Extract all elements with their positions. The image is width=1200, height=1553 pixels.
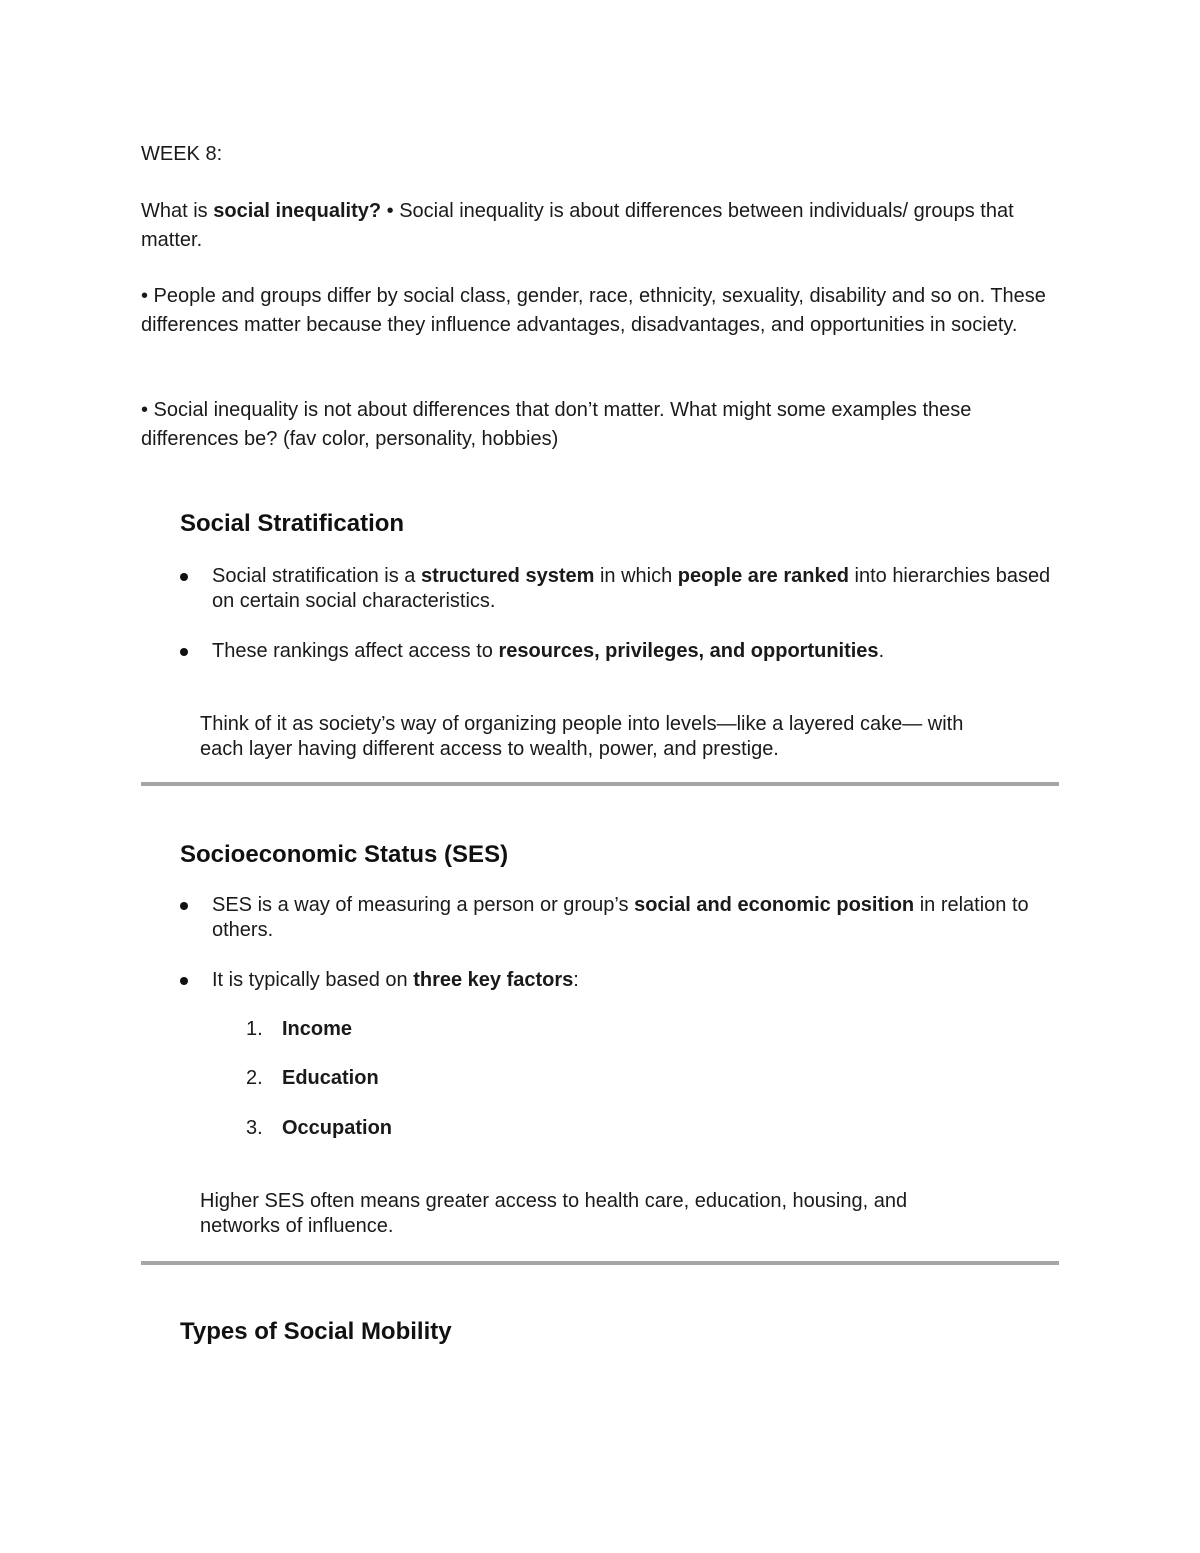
ses-bullet-2 bbox=[180, 968, 1060, 993]
text-run: : bbox=[573, 969, 579, 991]
bullet-dot bbox=[180, 573, 188, 581]
bullet-dot bbox=[180, 902, 188, 910]
stratification-bullet-2 bbox=[180, 639, 1060, 664]
intro-question-rest: • Social inequality is about differences between individuals/ groups that matter. bbox=[141, 200, 1014, 251]
intro-question bbox=[141, 197, 1071, 254]
bold-term: three key factors bbox=[413, 969, 574, 991]
factor-number: 1. bbox=[246, 1018, 263, 1040]
text-run: SES is a way of measuring a person or group’s bbox=[212, 894, 635, 916]
heading-social-stratification: Social Stratification bbox=[180, 510, 405, 537]
heading-social-mobility: Types of Social Mobility bbox=[180, 1318, 452, 1345]
ses-bullet-1-text bbox=[212, 893, 1060, 943]
stratification-note: Think of it as society’s way of organizing people into levels—like a layered cake— with each layer having different access to wealth, power, and prestige. bbox=[200, 713, 964, 760]
stratification-bullet-1 bbox=[180, 564, 1060, 614]
intro-question-prefix: What is bbox=[141, 200, 214, 222]
intro-paragraph-2: • People and groups differ by social class, gender, race, ethnicity, sexuality, disability and so on. These differences matter because they influence advantages, disadvantages, and opportunities in society. bbox=[141, 285, 1046, 336]
bold-term: social and economic position bbox=[634, 894, 915, 916]
bullet-dot bbox=[180, 977, 188, 985]
bold-term: structured system bbox=[420, 565, 595, 587]
ses-bullet-2-text bbox=[212, 968, 1060, 993]
factor-item-occupation bbox=[246, 1116, 392, 1141]
text-run: These rankings affect access to bbox=[212, 640, 499, 662]
intro-paragraph-3: • Social inequality is not about differences that don’t matter. What might some examples these differences be? (fav color, personality, hobbies) bbox=[141, 399, 972, 450]
ses-note: Higher SES often means greater access to health care, education, housing, and networks of influence. bbox=[200, 1190, 908, 1237]
week-label: WEEK 8: bbox=[141, 143, 223, 165]
text-run: It is typically based on bbox=[212, 969, 414, 991]
stratification-bullet-2-text bbox=[212, 639, 1060, 664]
stratification-bullet-1-text bbox=[212, 564, 1060, 614]
factor-label: Occupation bbox=[282, 1117, 393, 1139]
bold-term: people are ranked bbox=[677, 565, 849, 587]
section-divider bbox=[141, 1261, 1059, 1265]
factor-label: Education bbox=[282, 1067, 379, 1089]
ses-bullet-1 bbox=[180, 893, 1060, 943]
factor-item-income bbox=[246, 1017, 352, 1042]
text-run: into hierarchies based on certain social characteristics. bbox=[212, 565, 1051, 612]
factor-item-education bbox=[246, 1066, 379, 1091]
text-run: in which bbox=[594, 565, 678, 587]
factor-number: 3. bbox=[246, 1117, 263, 1139]
text-run: in relation to others. bbox=[212, 894, 1029, 941]
section-divider bbox=[141, 782, 1059, 786]
intro-question-term: social inequality? bbox=[213, 200, 382, 222]
factor-label: Income bbox=[282, 1018, 353, 1040]
heading-ses: Socioeconomic Status (SES) bbox=[180, 841, 509, 868]
bold-term: resources, privileges, and opportunities bbox=[498, 640, 879, 662]
bullet-dot bbox=[180, 648, 188, 656]
text-run: Social stratification is a bbox=[212, 565, 421, 587]
text-run: . bbox=[878, 640, 885, 662]
factor-number: 2. bbox=[246, 1067, 263, 1089]
